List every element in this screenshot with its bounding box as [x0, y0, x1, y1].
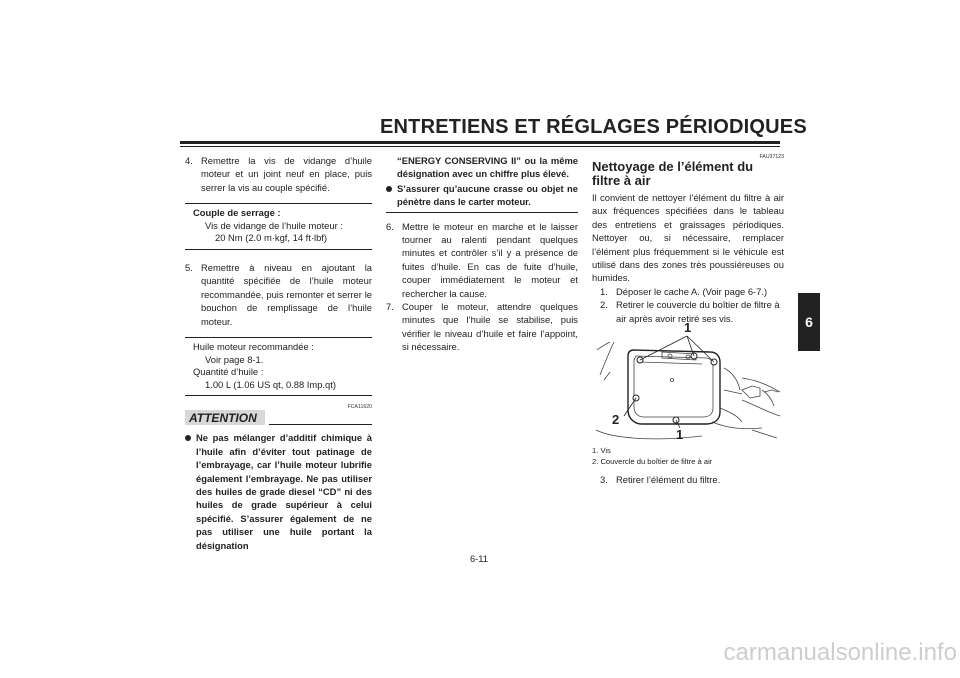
attention-end-rule [386, 212, 578, 213]
figure-captions [592, 446, 784, 486]
step-text: Mettre le moteur en marche et le laisser tourner au ralenti pendant quelques minutes et contrôler s’il y a présence de fuites d’huile. En cas de fuite d’huile, couper immédiatement le moteur et rechercher la cause. [402, 220, 578, 299]
section-title: Nettoyage de l’élément du filtre à air [592, 159, 754, 188]
callout-label-2: 2 [612, 412, 620, 427]
step-6 [386, 220, 578, 300]
step-number: 3. [600, 474, 608, 485]
bullet-text: S’assurer qu’aucune crasse ou objet ne pénètre dans le carter moteur. [397, 182, 578, 208]
attention-block [185, 404, 372, 552]
oil-quantity-value: 1.00 L (1.06 US qt, 0.88 Imp.qt) [205, 378, 336, 390]
step-3 [592, 473, 784, 486]
section-intro: Il convient de nettoyer l’élément du filtre à air aux fréquences spécifiées dans le tableau des entretiens et graissages périodiques. Nettoyer ou, si nécessaire, remplacer l’élément plus fréquemment si le véhicule est utilisé dans des zones très poussiéreuses ou humides. [592, 192, 784, 284]
callout-label-1-bottom: 1 [676, 427, 684, 442]
step-text: Retirer l’élément du filtre. [616, 474, 721, 485]
step-1 [592, 285, 784, 298]
step-number: 5. [185, 262, 193, 273]
header-rule [180, 141, 780, 144]
attention-bullet [185, 431, 372, 552]
bullet-text: Ne pas mélanger d’additif chimique à l’huile afin d’éviter tout patinage de l’embrayage, car l’huile moteur lubrifie également l’embrayage. Ne pas utiliser des huiles de grade diesel “CD” ni des huiles de grade supérieur à celui spécifié. S’assurer également de ne pas utiliser une huile portant la désignation [196, 432, 372, 551]
step-text: Remettre la vis de vidange d’huile moteur et un joint neuf en place, puis serrer la vis au couple spécifié. [201, 155, 372, 193]
step-number: 6. [386, 220, 394, 232]
attention-continued: “ENERGY CONSERVING II” ou la même désignation avec un chiffre plus élevé. [397, 155, 578, 180]
step-text: Remettre à niveau en ajoutant la quantité spécifiée de l’huile moteur recommandée, puis remonter et serrer le bouchon de remplissage de l’huile moteur. [201, 262, 372, 327]
torque-spec-box [185, 203, 372, 250]
air-filter-figure [592, 320, 782, 444]
page-title: ENTRETIENS ET RÉGLAGES PÉRIODIQUES [380, 116, 807, 138]
step-7 [386, 300, 578, 354]
oil-recommended-value: Voir page 8-1. [205, 353, 264, 365]
torque-value: 20 Nm (2.0 m·kgf, 14 ft·lbf) [215, 232, 328, 244]
attention-label: ATTENTION [185, 410, 265, 425]
torque-item: Vis de vidange de l’huile moteur : [205, 219, 343, 231]
page-number: 6-11 [469, 553, 489, 564]
step-text: Retirer le couvercle du boîtier de filtre à air après avoir retiré ses vis. [616, 299, 780, 324]
watermark: carmanualsonline.info [723, 639, 957, 666]
step-number: 4. [185, 155, 193, 166]
oil-quantity-label: Quantité d’huile : [193, 366, 264, 378]
step-number: 7. [386, 301, 394, 313]
step-text: Déposer le cache A. (Voir page 6-7.) [616, 285, 768, 297]
step-number: 1. [600, 285, 608, 297]
step-text: Couper le moteur, attendre quelques minutes que l’huile se stabilise, puis vérifier le niveau d’huile et faire l’appoint, si nécessaire. [402, 301, 578, 353]
header-rule-thin [180, 146, 780, 147]
column-right [592, 154, 784, 325]
bullet-dot [386, 182, 397, 193]
column-middle [386, 154, 578, 354]
step-4 [185, 154, 372, 194]
air-filter-illustration [592, 320, 782, 444]
section-ref-code: FAU37123 [759, 154, 784, 160]
caption-screw: 1. Vis [592, 446, 611, 455]
bullet-dot [185, 431, 196, 442]
attention-header [185, 410, 372, 425]
oil-recommended-label: Huile moteur recommandée : [193, 341, 314, 353]
step-number: 2. [600, 299, 608, 311]
oil-spec-box [185, 337, 372, 396]
column-left [185, 154, 372, 552]
chapter-tab[interactable]: 6 [798, 293, 820, 351]
attention-ref-code: FCA11620 [347, 404, 372, 411]
callout-label-1-top: 1 [684, 320, 692, 335]
step-5 [185, 261, 372, 328]
torque-title: Couple de serrage : [193, 207, 281, 219]
attention-rule [269, 424, 372, 425]
caption-cover: 2. Couvercle du boîtier de filtre à air [592, 456, 713, 466]
attention-bullet-2 [386, 182, 578, 209]
